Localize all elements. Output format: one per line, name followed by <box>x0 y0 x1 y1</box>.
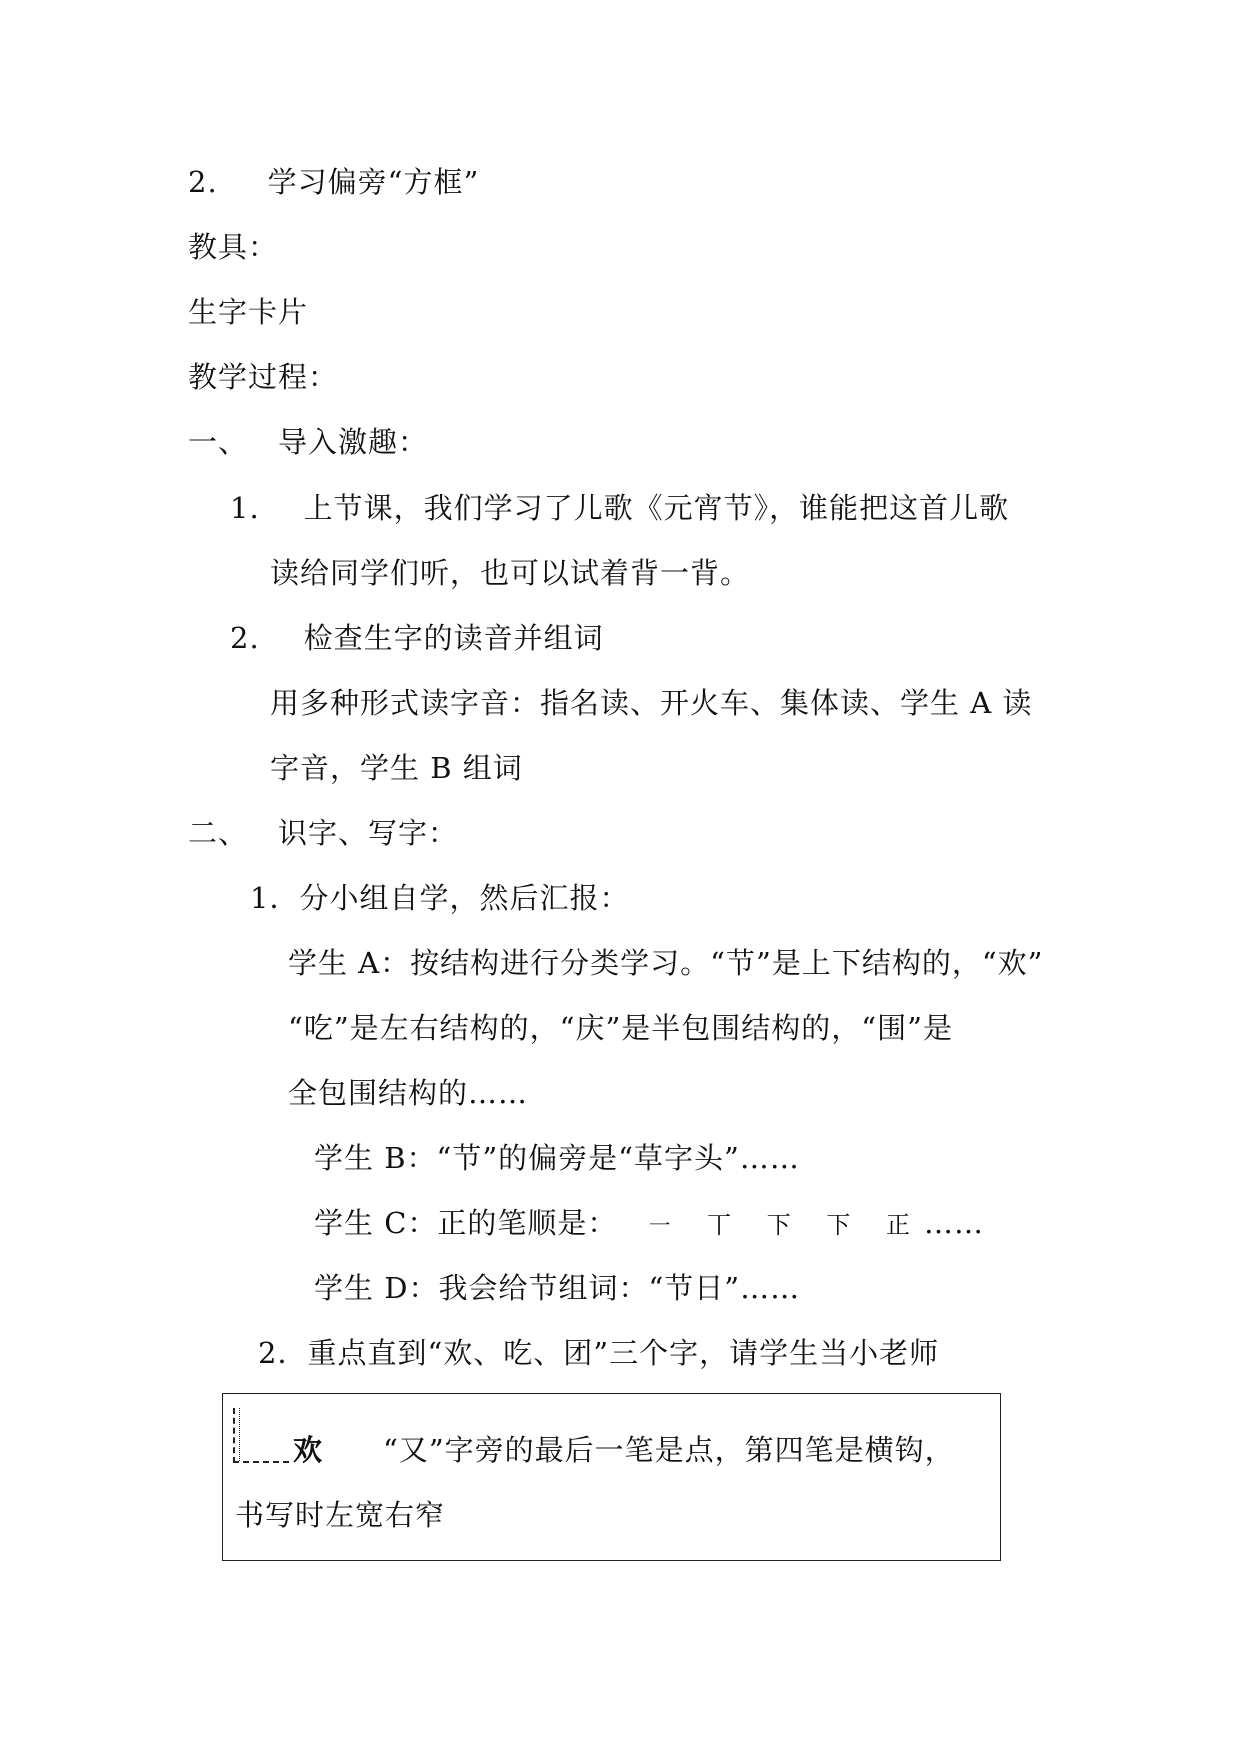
heading-number: 2. <box>188 165 218 199</box>
writing-tip-box <box>222 1393 1001 1561</box>
studentB-line: 学生 B：“节”的偏旁是“草字头”…… <box>314 1141 800 1175</box>
section1-title: 导入激趣： <box>278 425 429 459</box>
section1-item1-line1 <box>230 490 1009 526</box>
writing-tip-line2: 书写时左宽右窄 <box>235 1498 446 1532</box>
writing-grid-bracket <box>233 1408 289 1463</box>
section1-item2-line1: 用多种形式读字音：指名读、开火车、集体读、学生 A 读 <box>270 686 1033 720</box>
section1-heading <box>188 424 428 460</box>
section1-item2-number: 2. <box>230 621 260 655</box>
tools-value: 生字卡片 <box>188 295 309 329</box>
studentC-line <box>314 1205 984 1243</box>
section1-item1-text: 上节课，我们学习了儿歌《元宵节》，谁能把这首儿歌 <box>303 491 1010 525</box>
writing-tip-text: “又”字旁的最后一笔是点，第四笔是横钩， <box>383 1433 955 1467</box>
section1-item1-number: 1. <box>230 491 260 525</box>
studentC-label: 学生 C： <box>314 1206 438 1240</box>
stroke-order-glyphs: ㇐ 丅 下 下 正 <box>647 1211 924 1239</box>
studentD-line: 学生 D：我会给节组词：“节日”…… <box>314 1271 801 1305</box>
process-label: 教学过程： <box>188 360 339 394</box>
studentA-line2: “吃”是左右结构的，“庆”是半包围结构的，“围”是 <box>288 1011 953 1045</box>
studentC-ellipsis: …… <box>923 1206 984 1240</box>
section1-item2-heading <box>230 620 604 656</box>
section2-item1: 1．分小组自学，然后汇报： <box>250 881 630 915</box>
heading <box>188 164 479 200</box>
section2-number: 二、 <box>188 816 249 850</box>
section2-title: 识字、写字： <box>278 816 459 850</box>
heading-text: 学习偏旁“方框” <box>267 165 480 199</box>
studentC-text: 正的笔顺是： <box>437 1206 618 1240</box>
studentA-line3: 全包围结构的…… <box>288 1076 529 1110</box>
highlight-character: 欢 <box>293 1433 324 1467</box>
section1-item1-line2: 读给同学们听，也可以试着背一背。 <box>270 556 751 590</box>
section1-number: 一、 <box>188 425 249 459</box>
writing-tip-line1 <box>293 1432 955 1468</box>
section2-heading <box>188 815 458 851</box>
section2-item2: 2．重点直到“欢、吃、团”三个字，请学生当小老师 <box>258 1336 940 1370</box>
section1-item2-title: 检查生字的读音并组词 <box>303 621 604 655</box>
section1-item2-line2: 字音，学生 B 组词 <box>270 751 523 785</box>
studentA-line1: 学生 A：按结构进行分类学习。“节”是上下结构的，“欢” <box>288 946 1044 980</box>
tools-label: 教具： <box>188 230 279 264</box>
